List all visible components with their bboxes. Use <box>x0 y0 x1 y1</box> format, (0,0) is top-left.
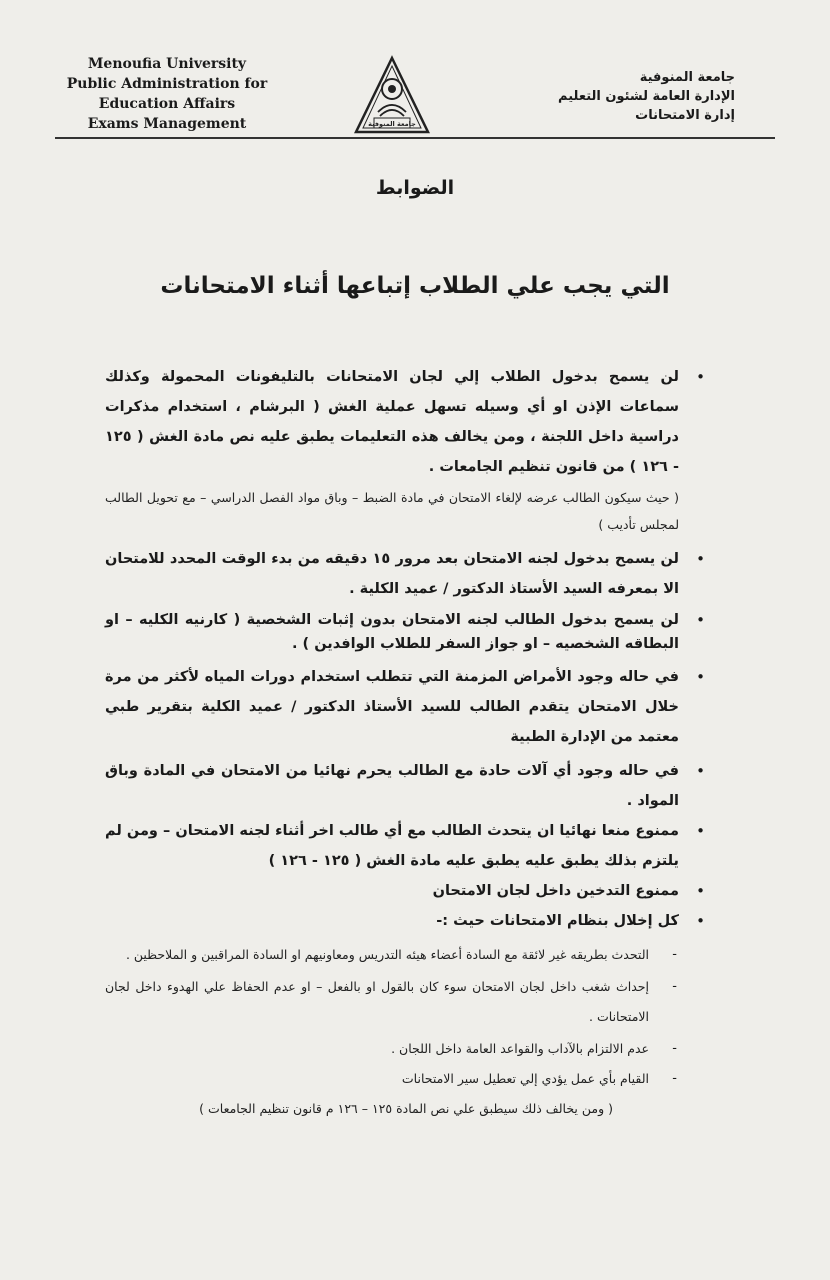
violation-text: عدم الالتزام بالآداب والقواعد العامة داخل اللجان . <box>391 1041 649 1056</box>
english-line: Menoufia University <box>87 56 247 72</box>
university-logo <box>352 54 432 138</box>
list-item <box>105 756 705 816</box>
page-subtitle: التي يجب علي الطلاب إتباعها أثناء الامتحانات <box>160 273 670 299</box>
list-item <box>105 608 705 656</box>
bullet-icon: • <box>696 882 705 900</box>
list-item <box>105 544 705 604</box>
rule-text: في حاله وجود أي آلات حادة مع الطالب يحرم نهائيا من الامتحان في المادة وباق المواد . <box>105 763 679 809</box>
bullet-icon: • <box>696 912 705 930</box>
list-item <box>105 662 705 752</box>
arabic-header-line: إدارة الامتحانات <box>635 108 735 123</box>
closing-note-text: ( ومن يخالف ذلك سيطبق علي نص المادة ١٢٥ – ١٢٦ م قانون تنظيم الجامعات ) <box>199 1101 613 1116</box>
dash-icon: - <box>672 1071 677 1086</box>
violation-item <box>105 972 677 1032</box>
rule-text: لن يسمح بدخول الطالب لجنه الامتحان بدون إثبات الشخصية ( كارنيه الكليه – او البطاقه الشخصيه – او جواز السفر للطلاب الوافدين ) . <box>105 612 679 652</box>
arabic-header-line: جامعة المنوفية <box>639 70 735 85</box>
letterhead <box>0 40 830 140</box>
bullet-icon: • <box>696 762 705 780</box>
bullet-icon: • <box>696 611 705 629</box>
list-item <box>105 876 705 906</box>
english-line: Exams Management <box>87 116 247 132</box>
rule-text: ممنوع منعا نهائيا ان يتحدث الطالب مع أي طالب اخر أثناء لجنه الامتحان – ومن لم يلتزم بذلك يطبق عليه يطبق عليه مادة الغش ( ١٢٥ - ١٢٦ ) <box>105 823 679 869</box>
violation-text: إحداث شغب داخل لجان الامتحان سوء كان بالقول او بالفعل – او عدم الحفاظ علي الهدوء داخل لجان الامتحانات . <box>105 979 649 1024</box>
bullet-icon: • <box>696 822 705 840</box>
arabic-header <box>485 68 735 125</box>
dash-icon: - <box>672 1041 677 1056</box>
bullet-icon: • <box>696 368 705 386</box>
page-title: الضوابط <box>375 177 455 199</box>
rule-note <box>105 484 683 538</box>
violation-text: القيام بأي عمل يؤدي إلي تعطيل سير الامتحانات <box>401 1071 649 1086</box>
dash-icon: - <box>672 979 677 994</box>
violation-item <box>105 1064 677 1094</box>
dash-icon: - <box>672 947 677 962</box>
rule-text: في حاله وجود الأمراض المزمنة التي تتطلب استخدام دورات المياه لأكثر من مرة خلال الامتحان يتقدم الطالب للسيد الأستاذ الدكتور / عميد الكلية بتقرير طبي معتمد من الإدارة الطبية <box>105 669 679 745</box>
list-item <box>105 362 705 482</box>
bullet-icon: • <box>696 668 705 686</box>
logo-caption: جامعة المنوفية <box>368 120 416 128</box>
note-text: ( حيث سيكون الطالب عرضه لإلغاء الامتحان في مادة الضبط – وباق مواد الفصل الدراسي – مع تحويل الطالب لمجلس تأديب ) <box>105 490 679 532</box>
violation-item <box>105 940 677 970</box>
list-item <box>105 816 705 876</box>
rule-text: لن يسمح بدخول لجنه الامتحان بعد مرور ١٥ دقيقه من بدء الوقت المحدد للامتحان الا بمعرفه السيد الأستاذ الدكتور / عميد الكلية . <box>105 551 679 597</box>
violation-item <box>105 1034 677 1064</box>
english-header <box>62 54 272 134</box>
english-line: Education Affairs <box>98 96 236 112</box>
rules-list <box>105 362 705 1122</box>
rule-text: لن يسمح بدخول الطلاب إلي لجان الامتحانات بالتليفونات المحمولة وكذلك سماعات الإذن او أي وسيله تسهل عملية الغش ( البرشام ، استخدام مذكرات دراسية داخل اللجنة ، ومن يخالف هذه التعليمات يطبق عليه نص مادة الغش ( ١٢٥ - ١٢٦ ) من قانون تنظيم الجامعات . <box>105 369 679 475</box>
rule-text: ممنوع التدخين داخل لجان الامتحان <box>432 883 679 899</box>
bullet-icon: • <box>696 550 705 568</box>
list-item <box>105 906 705 936</box>
english-line: Public Administration for <box>66 76 268 92</box>
rule-text: كل إخلال بنظام الامتحانات حيث :- <box>436 913 679 929</box>
closing-note <box>105 1096 683 1122</box>
header-divider <box>55 137 775 139</box>
arabic-header-line: الإدارة العامة لشئون التعليم <box>558 89 735 104</box>
violation-text: التحدث بطريقه غير لائقة مع السادة أعضاء هيئه التدريس ومعاونيهم او السادة المراقبين و الملاحظين . <box>125 947 649 962</box>
